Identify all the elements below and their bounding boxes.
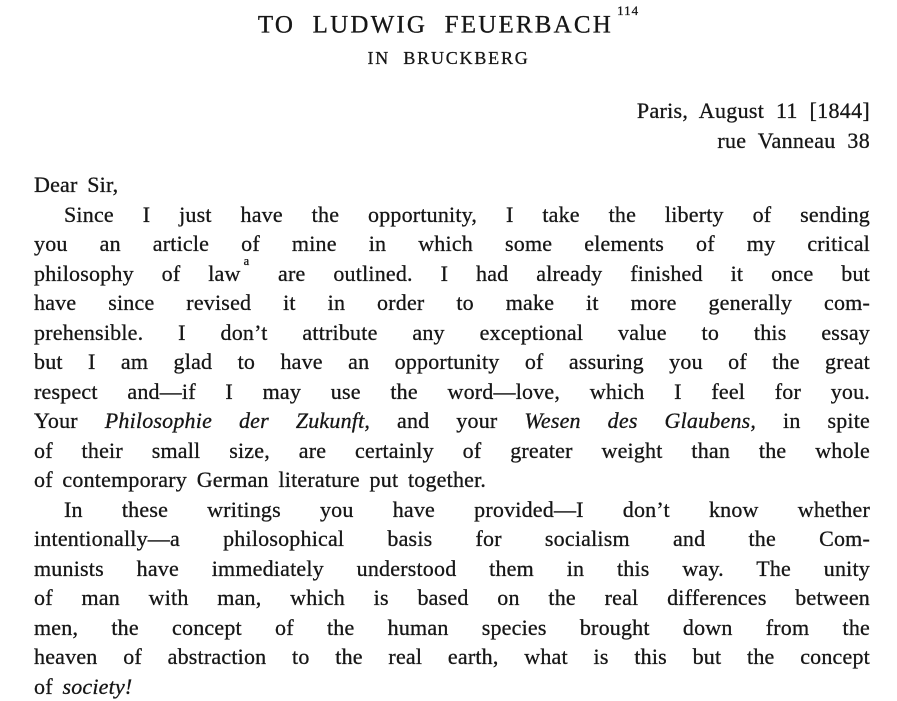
body-text: are outlined. I had already finished it once but [250, 260, 870, 286]
dateline-address: rue Vanneau 38 [717, 128, 870, 153]
italic-text: society! [62, 673, 133, 699]
body-line [34, 465, 870, 495]
letter-body [34, 170, 870, 701]
body-line [34, 554, 870, 584]
body-text: intentionally—a philosophical basis for socialism and the Com- [34, 526, 870, 551]
body-text: respect and—if I may use the word—love, which I feel for you. [34, 378, 870, 404]
body-line [34, 672, 870, 701]
body-line [34, 318, 870, 348]
body-text: men, the concept of the human species brought down from the [34, 614, 870, 640]
body-text: Your [34, 408, 105, 433]
body-line [34, 524, 870, 554]
paragraphs [34, 200, 870, 701]
body-text: have since revised it in order to make it more generally com- [34, 290, 870, 315]
body-text: you an article of mine in which some elements of my critical [34, 231, 870, 256]
italic-text: Wesen des Glaubens, [524, 408, 757, 433]
body-text: in spite [756, 408, 870, 433]
body-line [34, 495, 870, 525]
body-text: In these writings you have provided—I don’t know whether [64, 496, 870, 522]
body-line [34, 436, 870, 466]
body-text: heaven of abstraction to the real earth, what is this but the concept [34, 644, 870, 669]
body-line [34, 642, 870, 672]
body-line [34, 200, 870, 230]
body-line [34, 377, 870, 407]
letter-title: TO LUDWIG FEUERBACH [257, 11, 614, 39]
letter-heading [0, 2, 897, 42]
body-text: of contemporary German literature put together. [34, 467, 487, 492]
body-text: of their small size, are certainly of greater weight than the whole [34, 437, 870, 463]
body-line [34, 288, 870, 318]
body-line [34, 583, 870, 613]
body-line [34, 347, 870, 377]
body-text: of [34, 673, 63, 699]
footnote-marker: a [243, 258, 250, 269]
body-line [34, 406, 870, 436]
dateline-place-date: Paris, August 11 [1844] [636, 98, 870, 123]
body-text: and your [370, 408, 525, 433]
body-text: philosophy of law [34, 260, 241, 286]
italic-text: Philosophie der Zukunft, [104, 408, 371, 433]
body-line [34, 259, 870, 289]
salutation: Dear Sir, [34, 172, 119, 197]
body-text: Since I just have the opportunity, I take the liberty of sending [64, 201, 870, 227]
body-text: of man with man, which is based on the real differences between [34, 585, 870, 610]
letter-location: IN BRUCKBERG [367, 48, 530, 68]
body-text: munists have immediately understood them in this way. The unity [34, 555, 870, 581]
body-line [34, 613, 870, 643]
body-text: but I am glad to have an opportunity of assuring you of the great [34, 349, 870, 374]
body-line [34, 229, 870, 259]
dateline [637, 96, 870, 156]
footnote-ref-114: 114 [617, 3, 640, 18]
body-text: prehensible. I don’t attribute any exceptional value to this essay [34, 319, 870, 345]
